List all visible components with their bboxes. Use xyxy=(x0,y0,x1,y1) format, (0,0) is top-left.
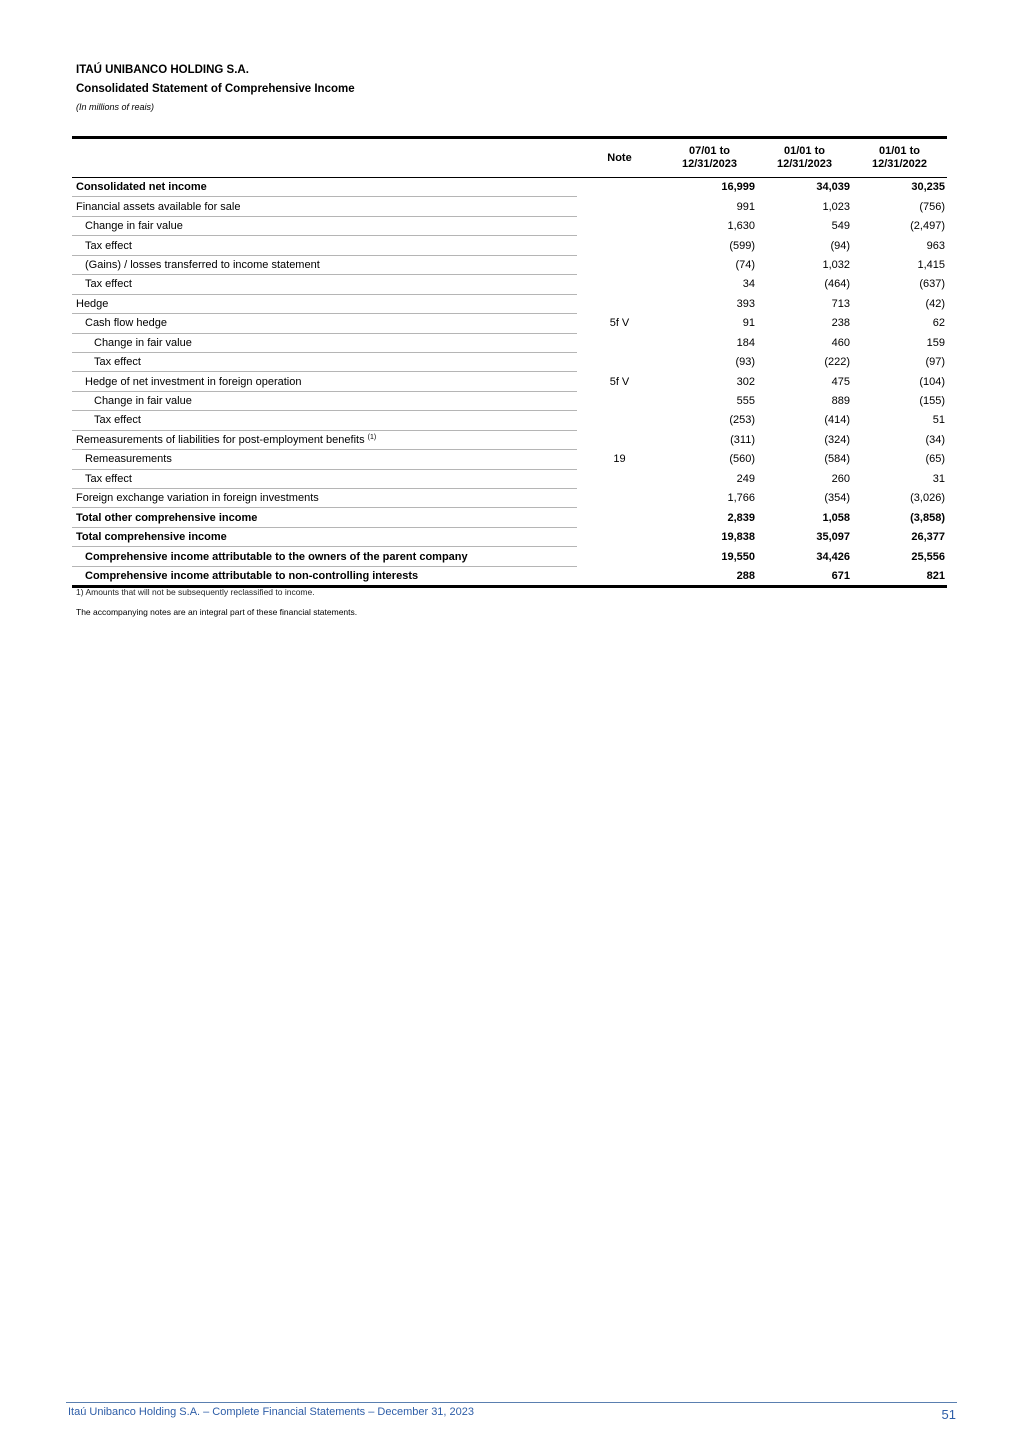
note-header: Note xyxy=(607,152,632,164)
row-label-text: Change in fair value xyxy=(85,220,183,233)
row-note xyxy=(577,255,662,274)
row-value-period3: 31 xyxy=(932,472,945,485)
row-value-period1: (599) xyxy=(729,239,755,252)
row-note xyxy=(577,508,662,527)
period1-header xyxy=(662,138,757,178)
row-value-period1: 2,839 xyxy=(727,511,755,524)
footer-divider xyxy=(66,1402,957,1403)
row-label xyxy=(72,178,577,197)
table-row xyxy=(72,236,947,255)
table-row xyxy=(72,372,947,391)
table-row xyxy=(72,333,947,352)
row-value-period2: (324) xyxy=(824,433,850,446)
row-value-period1: 249 xyxy=(736,472,755,485)
period2-header-line1: 01/01 to xyxy=(784,145,825,157)
row-value-period2: 475 xyxy=(831,375,850,388)
row-value-period1: 184 xyxy=(736,336,755,349)
row-note xyxy=(577,489,662,508)
disclaimer: The accompanying notes are an integral part of these financial statements. xyxy=(76,607,358,617)
row-value-period2: (94) xyxy=(830,239,850,252)
units-note: (In millions of reais) xyxy=(76,102,155,112)
table-row xyxy=(72,294,947,313)
row-label xyxy=(72,314,577,333)
row-label xyxy=(72,469,577,488)
row-value-period3: (637) xyxy=(919,278,945,291)
row-value-period2: 35,097 xyxy=(816,531,850,544)
row-label xyxy=(72,489,577,508)
row-label-text: Tax effect xyxy=(94,356,141,369)
row-value-period2: (464) xyxy=(824,278,850,291)
row-value-period3: (104) xyxy=(919,375,945,388)
row-note xyxy=(577,430,662,449)
table-row xyxy=(72,489,947,508)
row-label xyxy=(72,508,577,527)
row-value-period2: 34,426 xyxy=(816,550,850,563)
row-value-period3: (2,497) xyxy=(910,220,945,233)
page-number: 51 xyxy=(941,1407,956,1422)
row-note xyxy=(577,547,662,566)
row-note xyxy=(577,333,662,352)
footer-text: Itaú Unibanco Holding S.A. – Complete Financial Statements – December 31, 2023 xyxy=(68,1406,475,1418)
row-value-period3: (42) xyxy=(925,297,945,310)
row-label-text: Tax effect xyxy=(85,239,132,252)
table-row xyxy=(72,255,947,274)
row-value-period2: 460 xyxy=(831,336,850,349)
table-row xyxy=(72,411,947,430)
row-value-period1: 19,550 xyxy=(721,550,755,563)
row-label-text: Total other comprehensive income xyxy=(76,511,258,524)
table-row xyxy=(72,469,947,488)
table-row xyxy=(72,314,947,333)
row-value-period1: (253) xyxy=(729,414,755,427)
document-header xyxy=(76,62,355,112)
row-label-text: Hedge xyxy=(76,297,109,310)
row-note xyxy=(577,294,662,313)
row-value-period3: (155) xyxy=(919,395,945,408)
row-label xyxy=(72,294,577,313)
row-label-text: Total comprehensive income xyxy=(76,531,227,544)
period2-header xyxy=(757,138,852,178)
row-label xyxy=(72,450,577,469)
row-value-period3: (3,026) xyxy=(910,492,945,505)
table-row xyxy=(72,450,947,469)
row-value-period1: 34 xyxy=(742,278,755,291)
period1-header-line2: 12/31/2023 xyxy=(681,158,738,170)
row-value-period1: 16,999 xyxy=(721,181,755,194)
row-note xyxy=(577,391,662,410)
period3-header-line1: 01/01 to xyxy=(879,145,920,157)
row-value-period2: 1,032 xyxy=(822,258,850,271)
row-note xyxy=(577,352,662,371)
row-label-text: Tax effect xyxy=(85,472,132,485)
table-row xyxy=(72,566,947,586)
row-label-text: Comprehensive income attributable to non-controlling interests xyxy=(85,569,419,582)
table-row xyxy=(72,527,947,546)
period3-header-line2: 12/31/2022 xyxy=(871,158,928,170)
row-label xyxy=(72,352,577,371)
row-value-period2: 713 xyxy=(831,297,850,310)
row-value-period3: (34) xyxy=(925,433,945,446)
row-value-period3: (3,858) xyxy=(910,511,945,524)
row-label-text: Financial assets available for sale xyxy=(76,200,241,213)
row-label-text: (Gains) / losses transferred to income statement xyxy=(85,258,320,271)
income-table-wrapper xyxy=(72,136,947,588)
row-label xyxy=(72,255,577,274)
table-header-row xyxy=(72,138,947,178)
row-note xyxy=(577,275,662,294)
row-label-text: Hedge of net investment in foreign operation xyxy=(85,375,302,388)
row-note xyxy=(577,527,662,546)
table-row xyxy=(72,197,947,216)
row-note xyxy=(577,566,662,586)
row-value-period3: 821 xyxy=(926,569,945,582)
row-label-text: Tax effect xyxy=(94,414,141,427)
row-label xyxy=(72,216,577,235)
row-note xyxy=(577,178,662,197)
row-note xyxy=(577,197,662,216)
row-label-text: Change in fair value xyxy=(94,395,192,408)
row-value-period1: 91 xyxy=(742,317,755,330)
row-label xyxy=(72,566,577,586)
row-label-text: Comprehensive income attributable to the owners of the parent company xyxy=(85,550,468,563)
row-note xyxy=(577,216,662,235)
table-row xyxy=(72,430,947,449)
row-label-text: Remeasurements xyxy=(85,453,172,466)
row-note xyxy=(577,236,662,255)
row-value-period2: 34,039 xyxy=(816,181,850,194)
company-name: ITAÚ UNIBANCO HOLDING S.A. xyxy=(76,64,249,76)
row-label-text: Foreign exchange variation in foreign investments xyxy=(76,492,319,505)
comprehensive-income-table xyxy=(72,136,947,588)
period2-header-line2: 12/31/2023 xyxy=(776,158,833,170)
row-value-period1: 555 xyxy=(736,395,755,408)
row-value-period1: (560) xyxy=(729,453,755,466)
row-value-period3: 51 xyxy=(932,414,945,427)
row-value-period2: 238 xyxy=(831,317,850,330)
row-value-period3: 25,556 xyxy=(911,550,945,563)
row-value-period1: 288 xyxy=(736,569,755,582)
row-note xyxy=(577,411,662,430)
row-value-period3: 1,415 xyxy=(917,258,945,271)
row-value-period1: 1,766 xyxy=(727,492,755,505)
row-value-period2: 671 xyxy=(831,569,850,582)
row-value-period2: (414) xyxy=(824,414,850,427)
row-value-period2: 260 xyxy=(831,472,850,485)
table-row xyxy=(72,391,947,410)
row-label xyxy=(72,411,577,430)
table-row xyxy=(72,178,947,197)
row-value-period3: (65) xyxy=(925,453,945,466)
row-value-period3: 963 xyxy=(926,239,945,252)
row-value-period1: (311) xyxy=(730,433,755,446)
row-label xyxy=(72,430,577,449)
period3-header xyxy=(852,138,947,178)
row-value-period2: 889 xyxy=(831,395,850,408)
footnote-marker: (1) xyxy=(367,433,377,441)
footnote: 1) Amounts that will not be subsequently reclassified to income. xyxy=(76,587,315,597)
row-value-period2: (222) xyxy=(824,356,850,369)
row-note: 5f V xyxy=(609,375,630,388)
table-row xyxy=(72,216,947,235)
row-label xyxy=(72,547,577,566)
row-value-period3: 62 xyxy=(932,317,945,330)
row-note: 5f V xyxy=(609,317,630,330)
row-label xyxy=(72,275,577,294)
row-value-period2: (354) xyxy=(824,492,850,505)
row-label-text: Change in fair value xyxy=(94,336,192,349)
row-value-period1: 393 xyxy=(736,297,755,310)
row-value-period1: 1,630 xyxy=(727,220,755,233)
row-label xyxy=(72,527,577,546)
row-label xyxy=(72,197,577,216)
statement-title: Consolidated Statement of Comprehensive Income xyxy=(76,83,355,95)
row-label xyxy=(72,236,577,255)
row-value-period3: 30,235 xyxy=(911,181,945,194)
row-label xyxy=(72,372,577,391)
row-value-period2: 1,023 xyxy=(822,200,850,213)
row-value-period1: (93) xyxy=(735,356,755,369)
row-value-period2: 1,058 xyxy=(822,511,850,524)
table-row xyxy=(72,547,947,566)
row-label-text: Remeasurements of liabilities for post-employment benefits xyxy=(76,433,365,446)
period1-header-line1: 07/01 to xyxy=(689,145,730,157)
row-label-text: Consolidated net income xyxy=(76,181,207,194)
row-value-period3: (97) xyxy=(925,356,945,369)
table-body xyxy=(72,178,947,587)
row-label-text: Cash flow hedge xyxy=(85,317,167,330)
row-value-period3: 159 xyxy=(926,336,945,349)
table-row xyxy=(72,275,947,294)
table-row xyxy=(72,352,947,371)
description-header xyxy=(72,138,577,178)
row-label xyxy=(72,333,577,352)
row-value-period1: (74) xyxy=(735,258,755,271)
row-value-period3: (756) xyxy=(919,200,945,213)
table-row xyxy=(72,508,947,527)
row-value-period3: 26,377 xyxy=(911,531,945,544)
row-note: 19 xyxy=(613,453,626,466)
row-value-period1: 991 xyxy=(736,200,755,213)
row-value-period2: (584) xyxy=(824,453,850,466)
row-value-period1: 302 xyxy=(736,375,755,388)
row-note xyxy=(577,469,662,488)
row-label-text: Tax effect xyxy=(85,278,132,291)
row-value-period2: 549 xyxy=(831,220,850,233)
row-label xyxy=(72,391,577,410)
row-value-period1: 19,838 xyxy=(721,531,755,544)
